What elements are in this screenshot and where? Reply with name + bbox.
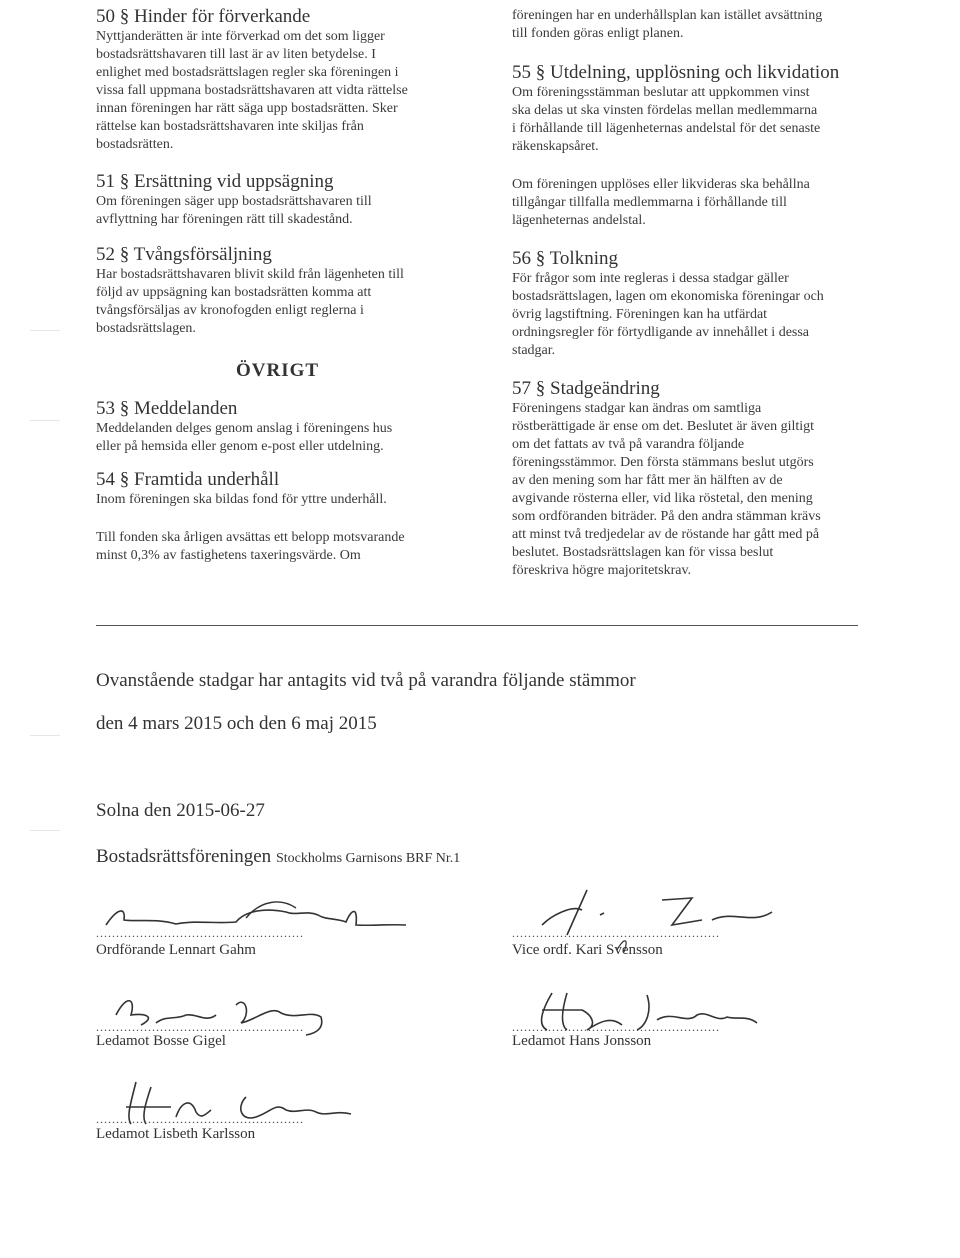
organization-prefix: Bostadsrättsföreningen: [96, 846, 272, 867]
section-57: [512, 378, 912, 580]
paragraph-dissolution: [512, 176, 912, 230]
section-title: 54 § Framtida underhåll: [96, 469, 280, 490]
signature-line: ....................................................: [512, 926, 720, 940]
section-body: Föreningens stadgar kan ändras om samtliga röstberättigade är ense om det. Beslutet är även giltigt om det fattats av två på varandra följande föreningsstämmor. Den första stämmans beslut utgörs av den mening som har fått mer än hälften av de avgivande rösterna eller, vid lika röstetal, den mening som ordföranden biträder. På den andra stämman krävs att minst två tredjedelar av de röstande har gått med på beslutet. Bostadsrättslagen kan för vissa beslut föreskriva högre majoritetskrav.: [512, 401, 821, 578]
section-51: [96, 171, 476, 229]
divider-line: [96, 625, 858, 626]
section-55: [512, 62, 912, 156]
organization-full-name: Stockholms Garnisons BRF Nr.1: [275, 851, 461, 866]
section-53: [96, 398, 476, 456]
section-title: 50 § Hinder för förverkande: [96, 6, 311, 27]
margin-mark: [30, 420, 60, 421]
signature-member-3: [96, 1072, 456, 1147]
signature-label: Vice ordf. Kari Svensson: [512, 942, 663, 958]
paragraph-continuation: [512, 7, 912, 43]
signature-label: Ledamot Bosse Gigel: [96, 1033, 226, 1049]
section-body: Om föreningen säger upp bostadsrättshavaren till avflyttning har föreningen rätt till skadestånd.: [96, 194, 372, 227]
signature-vice-chair: [512, 880, 872, 960]
section-52: [96, 244, 476, 338]
signature-member-1: [96, 985, 456, 1055]
section-title: 55 § Utdelning, upplösning och likvidation: [512, 62, 840, 83]
signature-label: Ledamot Lisbeth Karlsson: [96, 1126, 256, 1142]
paragraph-fund: [96, 529, 476, 565]
margin-mark: [30, 330, 60, 331]
signature-member-2: [512, 985, 872, 1055]
adoption-statement: Ovanstående stadgar har antagits vid två på varandra följande stämmor: [96, 670, 636, 691]
adoption-dates: den 4 mars 2015 och den 6 maj 2015: [96, 713, 377, 734]
section-body: Har bostadsrättshavaren blivit skild från lägenheten till följd av uppsägning kan bostadsrätten komma att tvångsförsäljas av kronofogden enligt reglerna i bostadsrättslagen.: [96, 267, 404, 336]
signature-label: Ledamot Hans Jonsson: [512, 1033, 652, 1049]
section-title: 51 § Ersättning vid uppsägning: [96, 171, 334, 192]
section-body: Om föreningen upplöses eller likvideras ska behållna tillgångar tillfalla medlemmarna i förhållande till lägenheternas andelstal.: [512, 177, 810, 228]
section-title: 56 § Tolkning: [512, 248, 618, 269]
section-54: [96, 469, 476, 509]
section-body: Nyttjanderätten är inte förverkad om det som ligger bostadsrättshavaren till last är av liten betydelse. I enlighet med bostadsrättslagen regler ska föreningen i vissa fall uppmana bostadsrättshavaren att vidta rättelse innan föreningen har rätt säga upp bostadsrätten. Sker rättelse kan bostadsrättshavaren inte skiljas från bostadsrätten.: [96, 29, 408, 152]
section-50: [96, 6, 476, 154]
section-title: 52 § Tvångsförsäljning: [96, 244, 272, 265]
signature-line: ....................................................: [96, 926, 304, 940]
section-body: Inom föreningen ska bildas fond för yttre underhåll.: [96, 492, 387, 507]
organization-name: [96, 846, 460, 868]
place-date: Solna den 2015-06-27: [96, 800, 265, 821]
section-56: [512, 248, 912, 360]
section-title: 57 § Stadgeändring: [512, 378, 660, 399]
signature-line: ....................................................: [512, 1020, 720, 1034]
margin-mark: [30, 830, 60, 831]
section-heading-ovrigt: ÖVRIGT: [236, 360, 320, 381]
section-body: föreningen har en underhållsplan kan istället avsättning till fonden göras enligt planen.: [512, 8, 823, 41]
section-body: Om föreningsstämman beslutar att uppkommen vinst ska delas ut ska vinsten fördelas mellan medlemmarna i förhållande till lägenheternas andelstal för det senaste räkenskapsåret.: [512, 85, 821, 154]
signature-label: Ordförande Lennart Gahm: [96, 942, 256, 958]
signature-line: ....................................................: [96, 1112, 304, 1126]
margin-mark: [30, 735, 60, 736]
section-body: Till fonden ska årligen avsättas ett belopp motsvarande minst 0,3% av fastighetens taxeringsvärde. Om: [96, 530, 405, 563]
section-body: Meddelanden delges genom anslag i föreningens hus eller på hemsida eller genom e-post eller utdelning.: [96, 421, 393, 454]
signature-line: ....................................................: [96, 1020, 304, 1034]
signature-chair: [96, 880, 456, 960]
section-title: 53 § Meddelanden: [96, 398, 238, 419]
section-body: För frågor som inte regleras i dessa stadgar gäller bostadsrättslagen, lagen om ekonomiska föreningar och övrig lagstiftning. Föreningen kan ha utfärdat ordningsregler för förtydligande av innehållet i dessa stadgar.: [512, 271, 824, 358]
